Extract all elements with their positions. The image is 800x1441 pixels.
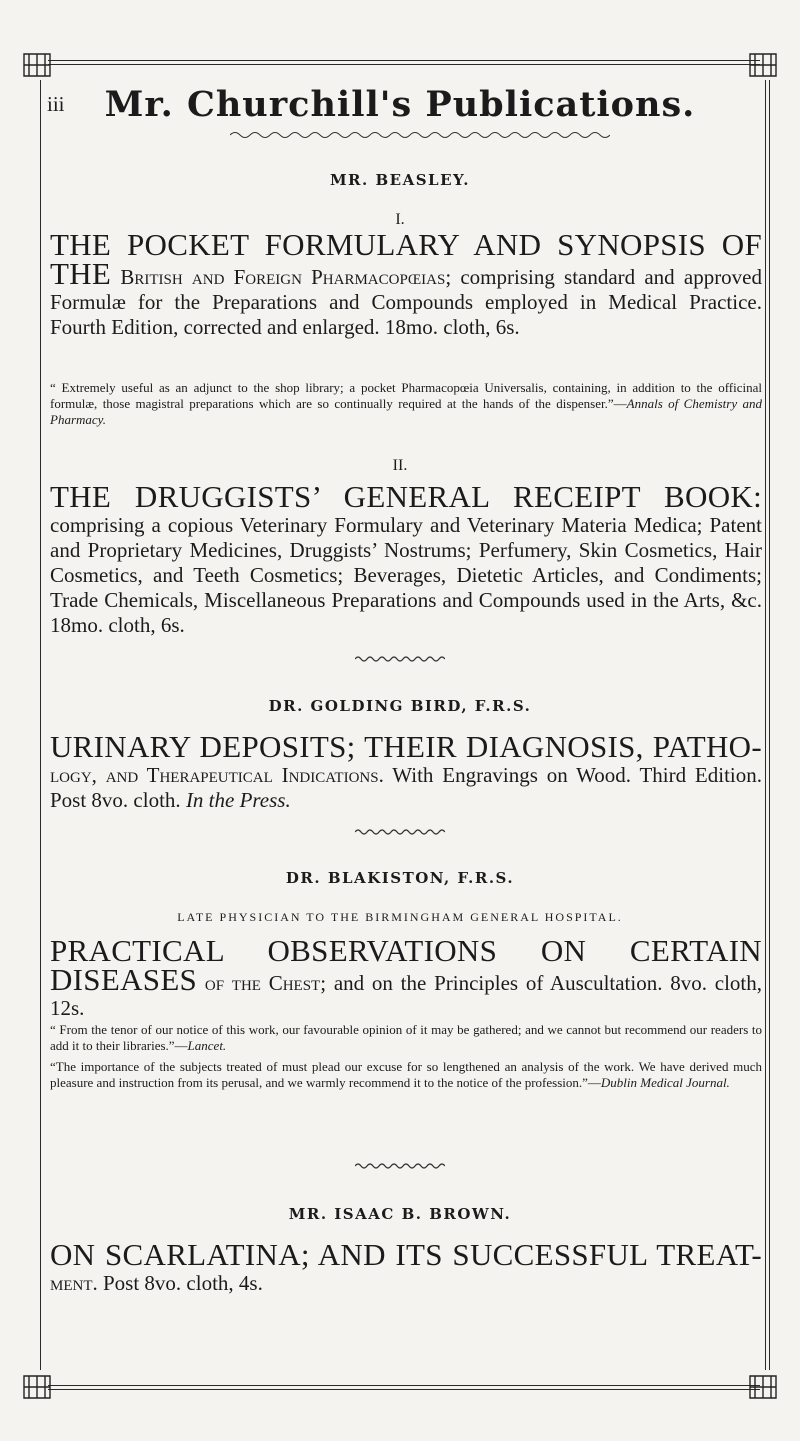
frame-bottom-line xyxy=(48,1385,760,1386)
corner-ornament-icon xyxy=(746,50,780,80)
book-entry xyxy=(50,1237,762,1296)
page-number: iii xyxy=(47,92,65,116)
book-entry xyxy=(50,479,762,638)
author-note: LATE PHYSICIAN TO THE BIRMINGHAM GENERAL HOSPITAL. xyxy=(177,910,623,924)
book-description: With Engravings on Wood. Third Edition. Post 8vo. cloth. xyxy=(50,763,762,812)
entry-numeral: I. xyxy=(395,211,405,228)
book-entry xyxy=(50,227,763,340)
quote-text: “ From the tenor of our notice of this work, our favourable opinion of it may be gathered; and we cannot but recommend our readers to add it to their libraries.”— xyxy=(50,1022,762,1053)
frame-bottom-line-2 xyxy=(48,1389,760,1390)
quote-source: Dublin Medical Journal. xyxy=(600,1075,730,1090)
book-description: ; comprising standard and approved Formulæ for the Preparations and Compounds employed in Medical Practice. Fourth Edition, corrected and enlarged. 18mo. cloth, 6s. xyxy=(50,265,763,339)
book-title: ON SCARLATINA; AND ITS SUCCESSFUL TREAT- xyxy=(50,1237,762,1272)
corner-ornament-icon xyxy=(20,50,54,80)
book-description: ; and on the Principles of Auscultation. 8vo. cloth, 12s. xyxy=(50,971,762,1020)
frame-right-line xyxy=(765,80,766,1370)
book-title: PRACTICAL OBSERVATIONS ON CERTAIN DISEASES xyxy=(50,933,762,997)
frame-right-line-2 xyxy=(769,80,770,1370)
book-description: comprising a copious Veterinary Formulary and Veterinary Materia Medica; Patent and Proprietary Medicines, Druggists’ Nostrums; Perfumery, Skin Cosmetics, Hair Cosmetics, and Teeth Cosmetics; Beverages, Dietetic Articles, and Condiments; Trade Chemicals, Miscellaneous Preparations and Compounds used in the Arts, &c. 18mo. cloth, 6s. xyxy=(50,513,762,637)
book-subtitle: ment. xyxy=(50,1271,98,1295)
review-quote xyxy=(50,380,762,428)
author-heading: DR. GOLDING BIRD, F.R.S. xyxy=(268,697,532,715)
author-heading: MR. ISAAC B. BROWN. xyxy=(288,1205,512,1223)
book-description: Post 8vo. cloth, 4s. xyxy=(97,1271,263,1295)
wavy-rule xyxy=(230,130,610,140)
quote-text: “The importance of the subjects treated of must plead our excuse for so lengthened an analysis of the work. We have derived much pleasure and instruction from its perusal, and we warmly recommend it to the notice of the profession.”— xyxy=(50,1059,762,1090)
press-note: In the Press. xyxy=(185,788,291,812)
corner-ornament-icon xyxy=(20,1372,54,1402)
frame-left-line xyxy=(40,80,41,1370)
corner-ornament-icon xyxy=(746,1372,780,1402)
book-title: THE POCKET FORMULARY AND SYNOPSIS OF THE xyxy=(50,227,762,291)
book-entry xyxy=(50,729,762,813)
frame-top-line-2 xyxy=(48,64,760,65)
quote-text: “ Extremely useful as an adjunct to the shop library; a pocket Pharmacopœia Universalis, containing, in addition to the officinal formulæ, those magistral preparations which are so continually required at the hands of the dispenser.”— xyxy=(50,380,762,411)
review-quote xyxy=(50,1059,762,1091)
book-entry xyxy=(50,933,762,1021)
wavy-rule xyxy=(355,655,445,663)
book-subtitle: logy, and Therapeutical Indications. xyxy=(50,763,384,787)
running-title: Mr. Churchill's Publications. xyxy=(104,84,696,125)
book-title: URINARY DEPOSITS; THEIR DIAGNOSIS, PATHO- xyxy=(50,729,762,764)
book-title: THE DRUGGISTS’ GENERAL RECEIPT BOOK: xyxy=(50,479,762,514)
frame-top-line xyxy=(48,60,760,61)
quote-source: Lancet. xyxy=(187,1038,227,1053)
wavy-rule xyxy=(355,828,445,836)
author-heading: MR. BEASLEY. xyxy=(329,171,471,189)
book-subtitle: of the Chest xyxy=(204,971,321,995)
review-quote xyxy=(50,1022,762,1054)
quote-source: Annals of Chemistry and Pharmacy. xyxy=(50,396,762,427)
entry-numeral: II. xyxy=(392,457,408,474)
wavy-rule xyxy=(355,1162,445,1170)
book-subtitle: British and Foreign Pharmacopœias xyxy=(120,265,446,289)
author-heading: DR. BLAKISTON, F.R.S. xyxy=(285,869,515,887)
